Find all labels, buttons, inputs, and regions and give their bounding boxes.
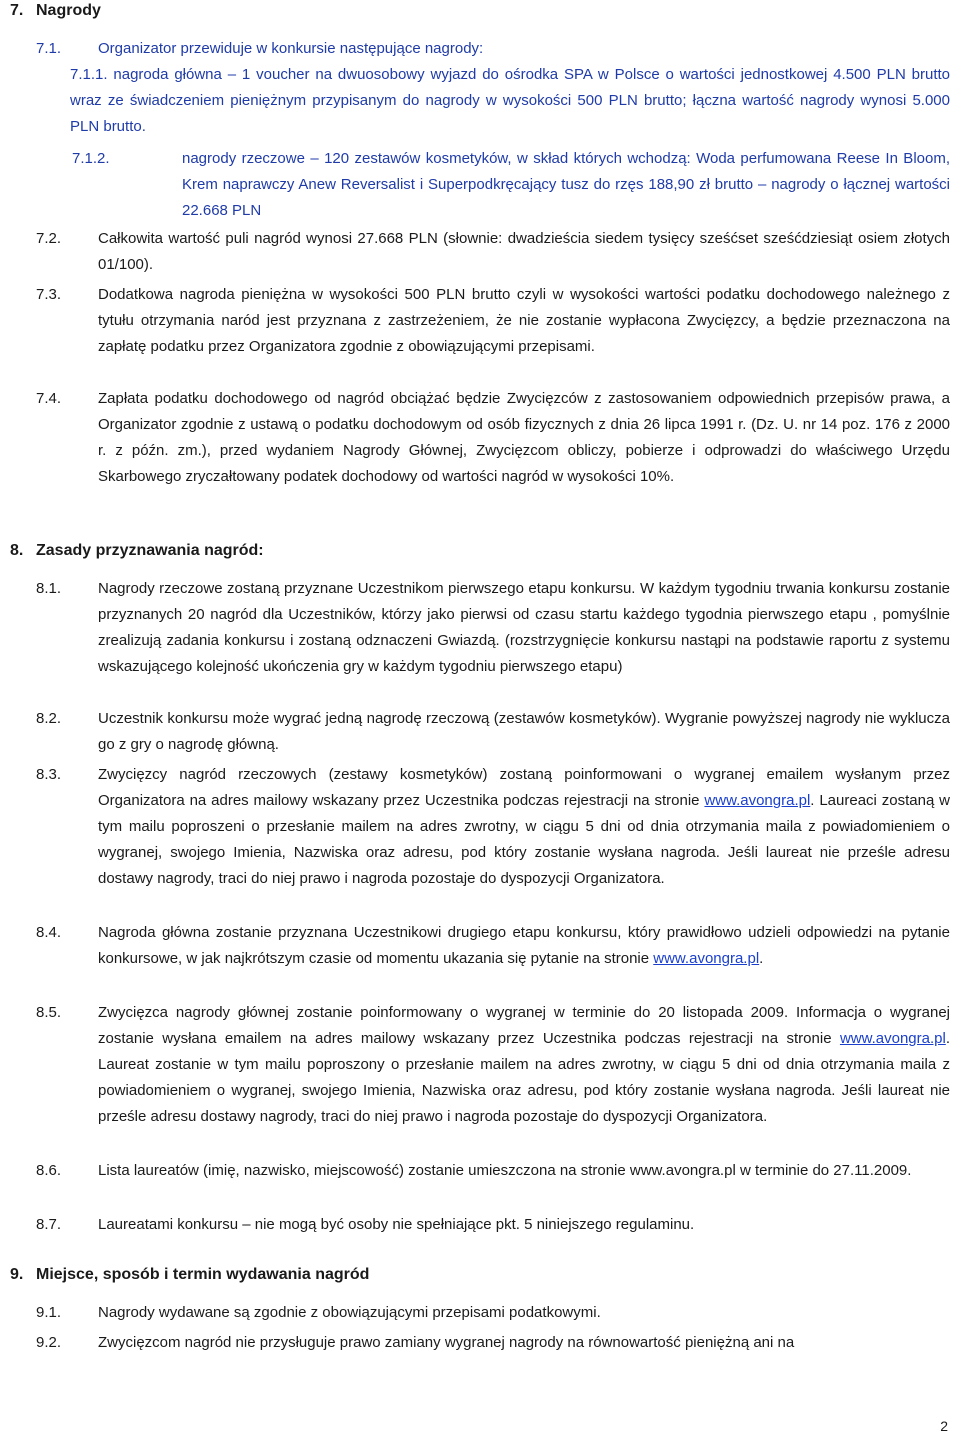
item-text-part: Zwycięzcy nagród rzeczowych (zestawy kosmetyków) zostaną poinformowani o wygranej emailem wysłanym przez Organizatora na adres mailowy wskazany przez Uczestnika podczas rejestracji na stronie xyxy=(98,766,950,809)
item-8-3 xyxy=(36,762,950,892)
section-7-heading xyxy=(10,0,101,22)
item-text: Zapłata podatku dochodowego od nagród obciążać będzie Zwycięzców z zastosowaniem odpowiednich przepisów prawa, a Organizator zgodnie z ustawą o podatku dochodowym od osób fizycznych z dnia 26 lipca 1991 r. (Dz. U. nr 14 poz. 176 z 2000 r. z późn. zm.), przed wydaniem Nagrody Głównej, Zwycięzcom obliczy, pobierze i odprowadzi do właściwego Urzędu Skarbowego zryczałtowany podatek dochodowy od wartości nagród w wysokości 10%. xyxy=(98,390,950,485)
item-text: Laureatami konkursu – nie mogą być osoby nie spełniające pkt. 5 niniejszego regulaminu. xyxy=(98,1216,695,1233)
item-7-1-1 xyxy=(70,62,950,140)
item-text: nagrody rzeczowe – 120 zestawów kosmetyków, w skład których wchodzą: Woda perfumowana Reese In Bloom, Krem naprawczy Anew Reversalist i Superpodkręcający tusz do rzęs 188,90 zł brutto – nagrody o łącznej wartości 22.668 PLN xyxy=(182,150,950,219)
item-number: 8.1. xyxy=(36,580,62,597)
avongra-link[interactable]: www.avongra.pl xyxy=(653,950,760,967)
item-number: 8.2. xyxy=(36,710,62,727)
item-text-part: . Laureat zostanie w tym mailu poproszony o przesłanie mailem na adres zwrotny, w ciągu 5 dni od dnia otrzymania maila z powiadomieniem o wygranej, swojego Imienia, Nazwiska oraz adresu, pod który zostanie wysłana nagroda. Jeśli laureat nie prześle adresu dostawy nagrody, traci do niej prawo i nagroda pozostaje do dyspozycji Organizatora. xyxy=(98,1030,950,1125)
item-7-1 xyxy=(36,36,950,62)
item-number: 7.3. xyxy=(36,286,62,303)
item-number: 8.6. xyxy=(36,1162,62,1179)
item-7-4 xyxy=(36,386,950,490)
item-text: Całkowita wartość puli nagród wynosi 27.668 PLN (słownie: dwadzieścia siedem tysięcy sześćset sześćdziesiąt osiem złotych 01/100). xyxy=(98,230,950,273)
section-8-heading xyxy=(10,540,264,562)
item-7-1-1-text xyxy=(70,62,950,140)
item-number: 8.3. xyxy=(36,766,62,783)
section-title: Zasady przyznawania nagród: xyxy=(36,542,264,559)
item-text: nagroda główna – 1 voucher na dwuosobowy wyjazd do ośrodka SPA w Polsce o wartości jednostkowej 4.500 PLN brutto wraz ze świadczeniem pieniężnym przypisanym do nagrody w wysokości 500 PLN brutto; łączna wartość nagrody wynosi 5.000 PLN brutto. xyxy=(70,66,950,135)
item-number: 7.1. xyxy=(36,40,62,57)
section-number: 7. xyxy=(10,2,24,19)
item-text xyxy=(98,920,950,972)
item-text-part: . xyxy=(759,950,764,967)
page-number: 2 xyxy=(940,1418,948,1434)
item-text-part: Zwycięzca nagrody głównej zostanie poinformowany o wygranej w terminie do 20 listopada 2009. Informacja o wygranej zostanie wysłana emailem na adres mailowy wskazany przez Uczestnika podczas rejestracji na stronie xyxy=(98,1004,950,1047)
item-number: 8.7. xyxy=(36,1216,62,1233)
item-number: 7.1.1. xyxy=(70,66,108,83)
item-7-2 xyxy=(36,226,950,278)
section-9-heading xyxy=(10,1264,369,1286)
item-number: 8.4. xyxy=(36,924,62,941)
section-title: Nagrody xyxy=(36,2,101,19)
section-number: 8. xyxy=(10,542,24,559)
item-text xyxy=(98,762,950,892)
item-text-part: Nagroda główna zostanie przyznana Uczestnikowi drugiego etapu konkursu, który prawidłowo udzieli odpowiedzi na pytanie konkursowe, w jak najkrótszym czasie od momentu ukazania się pytanie na stronie xyxy=(98,924,950,967)
item-text: Dodatkowa nagroda pieniężna w wysokości 500 PLN brutto czyli w wysokości wartości podatku dochodowego należnego z tytułu otrzymania naród jest przyznana z zastrzeżeniem, że nie zostanie wypłacona Zwycięzcy, a będzie przeznaczona na zapłatę podatku przez Organizatora zgodnie z obowiązującymi przepisami. xyxy=(98,286,950,355)
item-9-2 xyxy=(36,1330,950,1356)
section-number: 9. xyxy=(10,1266,24,1283)
item-7-3 xyxy=(36,282,950,360)
item-8-6 xyxy=(36,1158,950,1184)
item-number: 7.2. xyxy=(36,230,62,247)
item-8-1 xyxy=(36,576,950,680)
item-text: Nagrody wydawane są zgodnie z obowiązującymi przepisami podatkowymi. xyxy=(98,1304,601,1321)
item-8-2 xyxy=(36,706,950,758)
item-text: Zwycięzcom nagród nie przysługuje prawo zamiany wygranej nagrody na równowartość pieniężną ani na xyxy=(98,1334,795,1351)
item-text-part: . Laureaci zostaną w tym mailu poproszeni o przesłanie mailem na adres zwrotny, w ciągu 5 dni od dnia otrzymania maila z powiadomieniem o wygranej, swojego Imienia, Nazwiska oraz adresu, pod który zostanie wysłana nagroda. Jeśli laureat nie prześle adresu dostawy nagrody, traci do niej prawo i nagroda pozostaje do dyspozycji Organizatora. xyxy=(98,792,951,887)
item-8-5 xyxy=(36,1000,950,1130)
item-text: Organizator przewiduje w konkursie następujące nagrody: xyxy=(98,40,484,57)
section-title: Miejsce, sposób i termin wydawania nagród xyxy=(36,1266,370,1283)
avongra-link[interactable]: www.avongra.pl xyxy=(704,792,811,809)
item-9-1 xyxy=(36,1300,950,1326)
item-text: Lista laureatów (imię, nazwisko, miejscowość) zostanie umieszczona na stronie www.avongra.pl w terminie do 27.11.2009. xyxy=(98,1162,912,1179)
item-number: 9.1. xyxy=(36,1304,62,1321)
item-number: 9.2. xyxy=(36,1334,62,1351)
item-number: 8.5. xyxy=(36,1004,62,1021)
item-number: 7.1.2. xyxy=(72,150,110,167)
avongra-link[interactable]: www.avongra.pl xyxy=(839,1030,946,1047)
item-8-7 xyxy=(36,1212,950,1238)
item-text: Nagrody rzeczowe zostaną przyznane Uczestnikom pierwszego etapu konkursu. W każdym tygodniu trwania konkursu zostanie przyznanych 20 nagród dla Uczestników, którzy jako pierwsi od czasu startu każdego tygodnia pierwszego etapu , pomyślnie zrealizują zadania konkursu i zostaną odznaczeni Gwiazdą. (rozstrzygnięcie konkursu nastąpi na podstawie raportu z systemu wskazującego kolejność ukończenia gry w każdym tygodniu pierwszego etapu) xyxy=(98,580,950,675)
item-number: 7.4. xyxy=(36,390,62,407)
item-text xyxy=(98,1000,950,1130)
item-7-1-2 xyxy=(36,146,950,224)
item-8-4 xyxy=(36,920,950,972)
item-text: Uczestnik konkursu może wygrać jedną nagrodę rzeczową (zestawów kosmetyków). Wygranie powyższej nagrody nie wyklucza go z gry o nagrodę główną. xyxy=(98,710,950,753)
